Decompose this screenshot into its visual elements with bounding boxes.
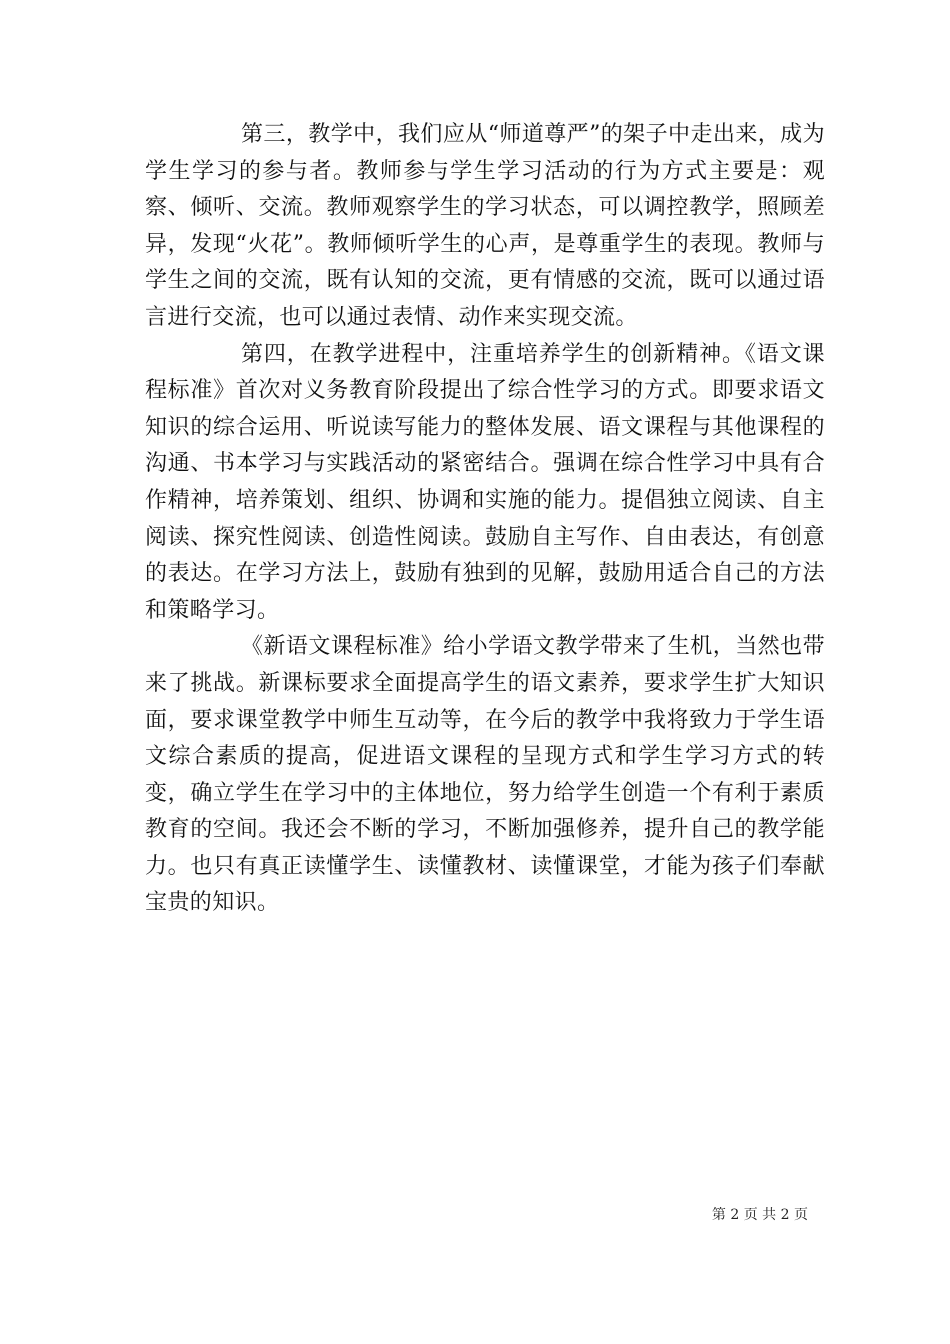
paragraph-third-point: 第三，教学中，我们应从“师道尊严”的架子中走出来，成为学生学习的参与者。教师参与学生学习活动的行为方式主要是：观察、倾听、交流。教师观察学生的学习状态，可以调控教学，照顾差异，发现“火花”。教师倾听学生的心声，是尊重学生的表现。教师与学生之间的交流，既有认知的交流，更有情感的交流，既可以通过语言进行交流，也可以通过表情、动作来实现交流。: [145, 122, 825, 330]
document-body: [145, 117, 825, 922]
paragraph-fourth-point: 第四，在教学进程中，注重培养学生的创新精神。《语文课程标准》首次对义务教育阶段提出了综合性学习的方式。即要求语文知识的综合运用、听说读写能力的整体发展、语文课程与其他课程的沟通、书本学习与实践活动的紧密结合。强调在综合性学习中具有合作精神，培养策划、组织、协调和实施的能力。提倡独立阅读、自主阅读、探究性阅读、创造性阅读。鼓励自主写作、自由表达，有创意的表达。在学习方法上，鼓励有独到的见解，鼓励用适合自己的方法和策略学习。: [145, 341, 825, 623]
paragraph-conclusion: 《新语文课程标准》给小学语文教学带来了生机，当然也带来了挑战。新课标要求全面提高学生的语文素养，要求学生扩大知识面，要求课堂教学中师生互动等，在今后的教学中我将致力于学生语文综合素质的提高，促进语文课程的呈现方式和学生学习方式的转变，确立学生在学习中的主体地位，努力给学生创造一个有利于素质教育的空间。我还会不断的学习，不断加强修养，提升自己的教学能力。也只有真正读懂学生、读懂教材、读懂课堂，才能为孩子们奉献宝贵的知识。: [145, 634, 825, 916]
page-number-footer: 第 2 页 共 2 页: [711, 1207, 808, 1223]
